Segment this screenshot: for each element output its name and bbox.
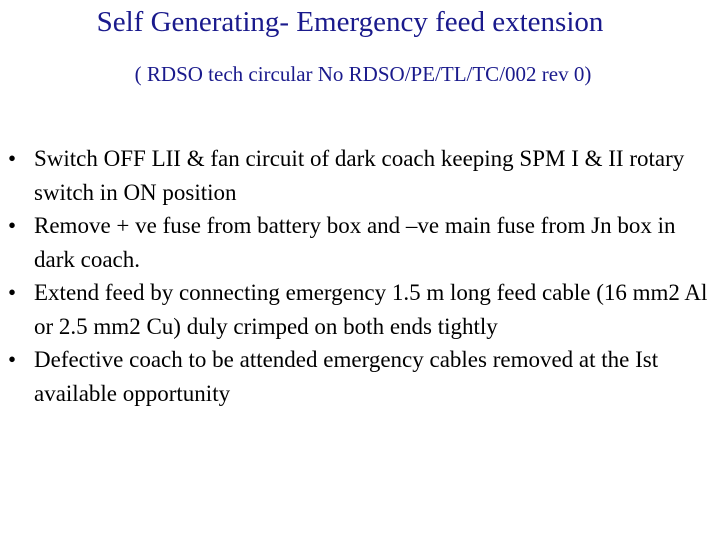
bullet-marker: • bbox=[8, 213, 17, 238]
bullet-item-remove-fuse bbox=[0, 209, 720, 276]
bullet-marker: • bbox=[8, 347, 17, 372]
bullet-item-defective-coach bbox=[0, 343, 720, 410]
bullet-item-switch-off bbox=[0, 142, 720, 209]
bullet-marker: • bbox=[8, 280, 17, 305]
bullet-text: Extend feed by connecting emergency 1.5 m long feed cable (16 mm2 Al or 2.5 mm2 Cu) duly crimped on both ends tightly bbox=[34, 280, 708, 339]
bullet-item-extend-feed bbox=[0, 276, 720, 343]
slide-title: Self Generating- Emergency feed extension bbox=[96, 6, 604, 38]
bullet-text: Defective coach to be attended emergency cables removed at the Ist available opportunity bbox=[34, 347, 659, 406]
slide-subtitle: ( RDSO tech circular No RDSO/PE/TL/TC/002 rev 0) bbox=[134, 62, 592, 86]
bullet-list bbox=[0, 142, 720, 410]
bullet-text: Switch OFF LII & fan circuit of dark coach keeping SPM I & II rotary switch in ON position bbox=[34, 146, 685, 205]
bullet-text: Remove + ve fuse from battery box and –ve main fuse from Jn box in dark coach. bbox=[34, 213, 676, 272]
bullet-marker: • bbox=[8, 146, 17, 171]
